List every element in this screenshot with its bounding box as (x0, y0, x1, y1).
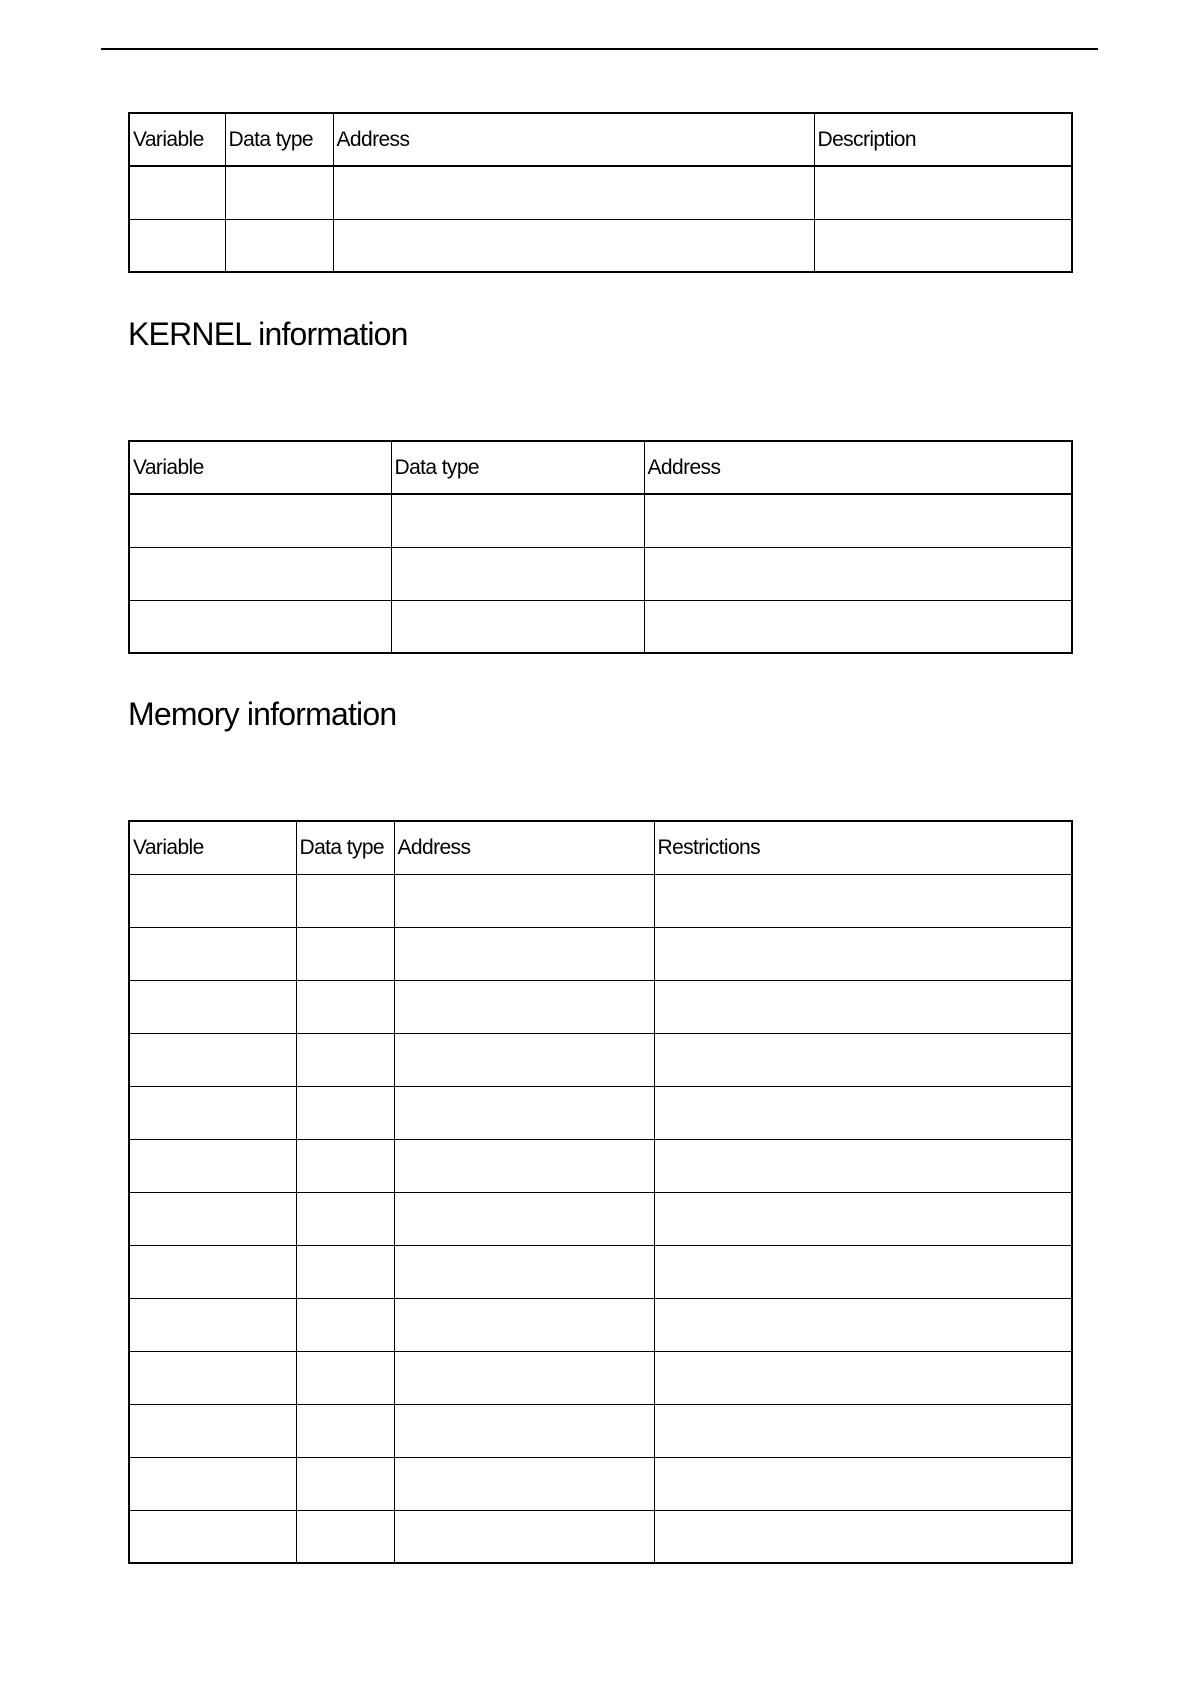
table-cell (644, 494, 1072, 547)
table-cell (654, 874, 1072, 927)
table-cell (129, 874, 296, 927)
table-cell (394, 1033, 654, 1086)
column-header-data-type: Data type (225, 113, 333, 166)
table-cell (129, 1245, 296, 1298)
table-cell (129, 1298, 296, 1351)
memory-table (128, 820, 1073, 1564)
table-header-row (129, 441, 1072, 494)
table-cell (814, 166, 1072, 219)
column-header-address: Address (333, 113, 814, 166)
column-header-address: Address (394, 821, 654, 874)
table-cell (296, 1033, 394, 1086)
table-cell (654, 1298, 1072, 1351)
table-cell (394, 1139, 654, 1192)
column-header-variable: Variable (129, 113, 225, 166)
table-cell (654, 1457, 1072, 1510)
table-cell (394, 1457, 654, 1510)
table-cell (654, 1033, 1072, 1086)
table-cell (296, 927, 394, 980)
table-cell (296, 874, 394, 927)
table-cell (394, 1510, 654, 1563)
table-row (129, 1033, 1072, 1086)
table-cell (654, 927, 1072, 980)
table-cell (654, 1351, 1072, 1404)
table-cell (654, 1510, 1072, 1563)
table-cell (296, 1192, 394, 1245)
table-cell (225, 219, 333, 272)
table-row (129, 166, 1072, 219)
table-cell (296, 980, 394, 1033)
table-cell (333, 219, 814, 272)
table-cell (129, 1139, 296, 1192)
table-cell (644, 600, 1072, 653)
table-cell (394, 874, 654, 927)
table-cell (394, 1086, 654, 1139)
table-row (129, 1245, 1072, 1298)
table-cell (654, 1086, 1072, 1139)
column-header-restrictions: Restrictions (654, 821, 1072, 874)
table-cell (654, 1139, 1072, 1192)
table-cell (129, 1457, 296, 1510)
table-cell (296, 1298, 394, 1351)
table-cell (129, 927, 296, 980)
table-row (129, 980, 1072, 1033)
table-row (129, 1457, 1072, 1510)
variables-table (128, 112, 1073, 273)
table-cell (129, 1086, 296, 1139)
table-cell (129, 1192, 296, 1245)
table-cell (394, 1192, 654, 1245)
table-cell (296, 1457, 394, 1510)
table-cell (296, 1404, 394, 1457)
table-cell (394, 927, 654, 980)
table-cell (296, 1351, 394, 1404)
table-cell (394, 1351, 654, 1404)
table-cell (296, 1510, 394, 1563)
table-row (129, 1404, 1072, 1457)
column-header-address: Address (644, 441, 1072, 494)
column-header-description: Description (814, 113, 1072, 166)
table-cell (394, 1298, 654, 1351)
table-cell (129, 600, 391, 653)
table-row (129, 1510, 1072, 1563)
table-row (129, 874, 1072, 927)
table-row (129, 1192, 1072, 1245)
table-cell (129, 1404, 296, 1457)
table-cell (654, 1192, 1072, 1245)
column-header-data-type: Data type (296, 821, 394, 874)
table-cell (394, 980, 654, 1033)
table-cell (296, 1245, 394, 1298)
table-cell (394, 1404, 654, 1457)
table-cell (129, 219, 225, 272)
table-cell (129, 166, 225, 219)
table-cell (391, 547, 644, 600)
table-cell (391, 494, 644, 547)
table-row (129, 1086, 1072, 1139)
table-cell (333, 166, 814, 219)
kernel-table (128, 440, 1073, 654)
table-cell (129, 1510, 296, 1563)
table-cell (654, 980, 1072, 1033)
table-cell (296, 1086, 394, 1139)
column-header-variable: Variable (129, 441, 391, 494)
table-cell (814, 219, 1072, 272)
table-cell (654, 1245, 1072, 1298)
table-cell (296, 1139, 394, 1192)
table-cell (654, 1404, 1072, 1457)
table-cell (391, 600, 644, 653)
table-row (129, 927, 1072, 980)
table-row (129, 547, 1072, 600)
header-rule (101, 48, 1098, 50)
table-row (129, 219, 1072, 272)
column-header-data-type: Data type (391, 441, 644, 494)
table-row (129, 1351, 1072, 1404)
table-row (129, 600, 1072, 653)
table-row (129, 1298, 1072, 1351)
table-cell (644, 547, 1072, 600)
table-cell (394, 1245, 654, 1298)
kernel-section-heading: KERNEL information (128, 316, 408, 352)
table-cell (129, 1351, 296, 1404)
table-row (129, 494, 1072, 547)
table-cell (225, 166, 333, 219)
table-header-row (129, 113, 1072, 166)
table-cell (129, 494, 391, 547)
memory-section-heading: Memory information (128, 696, 397, 732)
table-row (129, 1139, 1072, 1192)
table-cell (129, 980, 296, 1033)
table-cell (129, 1033, 296, 1086)
table-cell (129, 547, 391, 600)
table-header-row (129, 821, 1072, 874)
column-header-variable: Variable (129, 821, 296, 874)
